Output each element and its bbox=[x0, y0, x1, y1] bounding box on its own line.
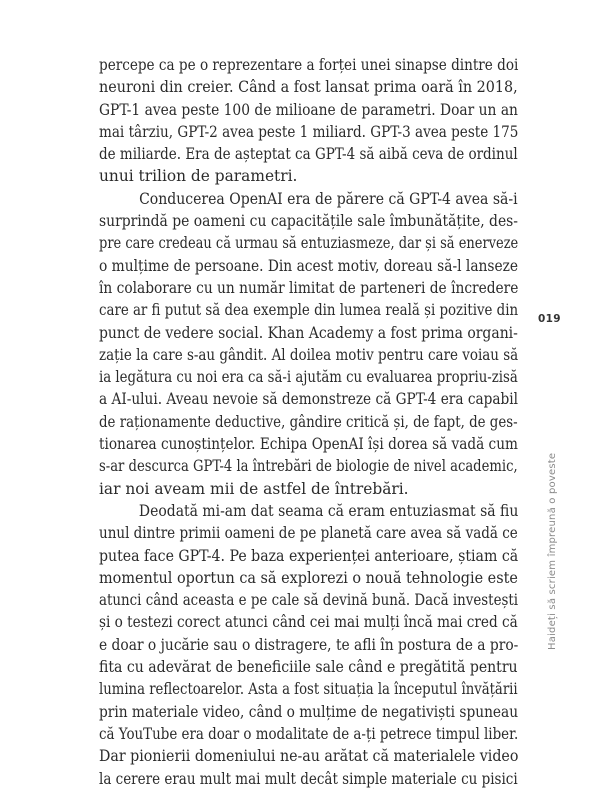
text-line: Deodată mi-am dat seama că eram entuziasmat să fiu bbox=[138, 501, 519, 520]
text-line: lumina reflectoarelor. Asta a fost situația la începutul învățării bbox=[99, 680, 518, 699]
text-line: percepe ca pe o reprezentare a forței unei sinapse dintre doi bbox=[99, 56, 519, 74]
text-line: s-ar descurca GPT-4 la întrebări de biologie de nivel academic, bbox=[99, 457, 518, 476]
text-line: Dar pionierii domeniului ne-au arătat că materialele video bbox=[99, 747, 519, 766]
text-line: și o testezi corect atunci când cei mai mulți încă mai cred că bbox=[99, 613, 518, 632]
text-line: care ar fi putut să dea exemple din lumea reală și pozitive din bbox=[99, 301, 519, 320]
text-line: zație la care s-au gândit. Al doilea motiv pentru care voiau să bbox=[99, 345, 519, 364]
text-line: că YouTube era doar o modalitate de a-ți petrece timpul liber. bbox=[99, 724, 519, 743]
text-line: a AI-ului. Aveau nevoie să demonstreze că GPT-4 era capabil bbox=[99, 390, 519, 409]
text-line: putea face GPT-4. Pe baza experienței anterioare, știam că bbox=[99, 546, 519, 565]
text-line: GPT-1 avea peste 100 de milioane de parametri. Doar un an bbox=[99, 100, 518, 119]
text-line: în colaborare cu un număr limitat de parteneri de încredere bbox=[99, 278, 519, 297]
text-line: ia legătura cu noi era ca să-i ajutăm cu evaluarea propriu-zisă bbox=[99, 368, 518, 387]
text-line: la cerere erau mult mai mult decât simple materiale cu pisici bbox=[99, 769, 518, 788]
text-line: unul dintre primii oameni de pe planetă care avea să vadă ce bbox=[99, 524, 518, 543]
text-line: prin materiale video, când o mulțime de negativiști spuneau bbox=[99, 702, 519, 721]
text-line: de raționamente deductive, gândire critică și, de fapt, de ges- bbox=[99, 412, 518, 431]
text-line: pre care credeau că urmau să entuziasmeze, dar și să enerveze bbox=[99, 234, 519, 253]
text-line: Conducerea OpenAI era de părere că GPT-4 avea să-i bbox=[139, 189, 518, 208]
text-line: mai târziu, GPT-2 avea peste 1 miliard. GPT-3 avea peste 175 bbox=[99, 122, 519, 141]
page-number: 019 bbox=[538, 313, 561, 325]
text-line: atunci când aceasta e pe cale să devină bună. Dacă investești bbox=[99, 591, 519, 610]
paragraph-1 bbox=[99, 54, 518, 188]
text-line: iar noi aveam mii de astfel de întrebări. bbox=[99, 479, 409, 498]
text-line: unui trilion de parametri. bbox=[99, 167, 298, 186]
text-line: punct de vedere social. Khan Academy a fost prima organi- bbox=[99, 323, 518, 342]
text-line: surprindă pe oameni cu capacitățile sale îmbunătățite, des- bbox=[99, 212, 519, 231]
text-line: e doar o jucărie sau o distragere, te afli în postura de a pro- bbox=[99, 635, 519, 654]
text-line: o mulțime de persoane. Din acest motiv, doreau să-l lanseze bbox=[99, 256, 519, 275]
paragraph-2 bbox=[99, 188, 518, 500]
running-title: Haideți să scriem împreună o poveste bbox=[547, 452, 558, 650]
paragraph-3 bbox=[99, 500, 518, 790]
text-line: de miliarde. Era de așteptat ca GPT-4 să aibă ceva de ordinul bbox=[99, 145, 518, 164]
body-text bbox=[99, 54, 518, 790]
text-line: momentul oportun ca să explorezi o nouă tehnologie este bbox=[99, 568, 518, 587]
text-line: fita cu adevărat de beneficiile sale când e pregătită pentru bbox=[99, 658, 518, 677]
text-line: tionarea cunoștințelor. Echipa OpenAI își dorea să vadă cum bbox=[99, 435, 518, 454]
text-line: neuroni din creier. Când a fost lansat prima oară în 2018, bbox=[99, 78, 518, 97]
